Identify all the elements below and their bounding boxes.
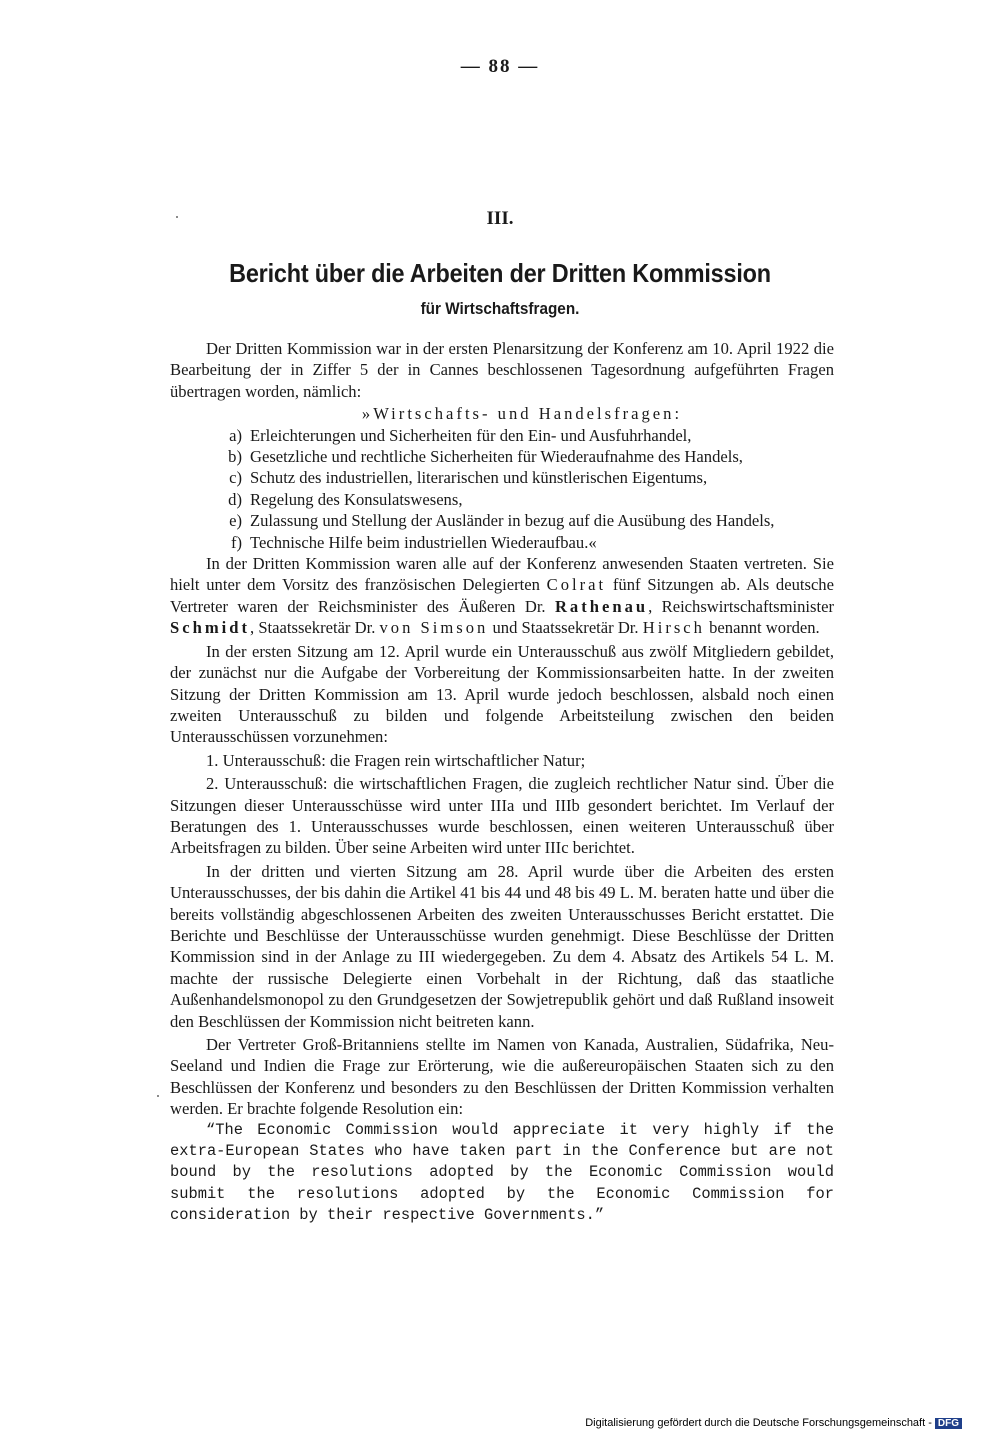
resolution-quote: “The Economic Commission would appreciate it very highly if the extra-European States who have taken part in the Conference but are not bound by the resolutions adopted by the Economic Commission would submit the resolutions adopted by the Economic Commission for consideration by their respective Governments.” bbox=[170, 1120, 834, 1225]
text-run: In der Dritten Kommission waren alle auf der Konferenz anwesenden Staaten vertreten. Sie hielt unter dem Vorsitz des französischen Delegierten bbox=[170, 554, 834, 595]
document-subtitle: für Wirtschaftsfragen. bbox=[420, 299, 580, 318]
list-item bbox=[170, 510, 834, 531]
list-item-text: Zulassung und Stellung der Ausländer in bezug auf die Ausübung des Handels, bbox=[250, 511, 775, 531]
list-item-mark: c) bbox=[229, 468, 242, 488]
list-item bbox=[170, 467, 834, 488]
dfg-logo: DFG bbox=[935, 1418, 962, 1429]
document-title: Bericht über die Arbeiten der Dritten Kommission bbox=[229, 258, 771, 288]
list-item-text: Regelung des Konsulatswesens, bbox=[250, 489, 463, 509]
text-run: benannt worden. bbox=[704, 618, 820, 638]
list-title: »Wirtschafts- und Handelsfragen: bbox=[361, 404, 683, 424]
footer-text: Digitalisierung gefördert durch die Deutsche Forschungsgemeinschaft - bbox=[585, 1417, 932, 1429]
list-item-text: Technische Hilfe beim industriellen Wiederaufbau.« bbox=[250, 532, 597, 552]
list-item bbox=[170, 489, 834, 510]
list-item-mark: f) bbox=[230, 532, 242, 552]
paragraph-subcommittee-1: 1. Unterausschuß: die Fragen rein wirtschaftlicher Natur; bbox=[206, 750, 586, 770]
paragraph-subcommittee-2: 2. Unterausschuß: die wirtschaftlichen Fragen, die zugleich rechtlicher Natur sind. Über die Sitzungen dieser Unterausschüsse wird unter IIIa und IIIb gesondert berichtet. Im Verlauf der Beratungen des 1. Unterausschusses wurde beschlossen, einen weiteren Unterausschuß über Arbeitsfragen zu bilden. Über seine Arbeiten wird unter IIIc berichtet. bbox=[170, 774, 834, 858]
list-item-mark: a) bbox=[229, 425, 242, 445]
list-item-text: Schutz des industriellen, literarischen und künstlerischen Eigentums, bbox=[250, 468, 708, 488]
paragraph-sessions: In der dritten und vierten Sitzung am 28. April wurde über die Arbeiten des ersten Unterausschusses, der bis dahin die Artikel 41 bis 44 und 48 bis 49 L. M. beraten hatte und über die bereits vollständig abgeschlossenen Arbeiten des zweiten Unterausschusses Bericht erstattet. Die Berichte und Beschlüsse der Unterausschüsse wurden genehmigt. Diese Beschlüsse der Dritten Kommission sind in der Anlage zu III wiedergegeben. Zu dem 4. Absatz des Artikels 54 L. M. machte der russische Delegierte einen Vorbehalt in der Richtung, daß das staatliche Außenhandelsmonopol zu den Grundgesetzen der Sowjetrepublik gehört und daß Rußland insoweit den Beschlüssen der Kommission nicht beitreten kann. bbox=[170, 861, 834, 1031]
text-run: , Reichswirtschaftsminister bbox=[648, 596, 834, 616]
name-colrat: Colrat bbox=[546, 575, 607, 595]
section-numeral: III. bbox=[486, 208, 514, 229]
list-item bbox=[170, 532, 834, 553]
scan-speck bbox=[176, 216, 178, 218]
list-item-mark: b) bbox=[228, 447, 242, 467]
name-von-simson: von Simson bbox=[379, 618, 489, 638]
list-item-text: Gesetzliche und rechtliche Sicherheiten für Wiederaufnahme des Handels, bbox=[250, 447, 743, 467]
text-run: , Staatssekretär Dr. bbox=[250, 618, 380, 638]
text-run: fünf Sitzungen ab. Als deutsche Vertreter waren der Reichsminister des Äußeren Dr. bbox=[170, 575, 834, 616]
name-schmidt: Schmidt bbox=[170, 618, 251, 638]
body-text bbox=[170, 338, 834, 1227]
list-item bbox=[170, 425, 834, 446]
name-hirsch: Hirsch bbox=[642, 618, 705, 638]
scan-speck bbox=[157, 1095, 159, 1097]
list-item-mark: e) bbox=[229, 511, 242, 531]
list-item bbox=[170, 446, 834, 467]
paragraph-delegates bbox=[170, 553, 834, 639]
footer-credit bbox=[585, 1417, 962, 1429]
name-rathenau: Rathenau bbox=[554, 596, 649, 616]
paragraph-british-delegate: Der Vertreter Groß-Britanniens stellte im Namen von Kanada, Australien, Südafrika, Neu-Seeland und Indien die Frage zur Erörterung, wie die außereuropäischen Staaten sich zu den Beschlüssen der Konferenz und besonders zu den Beschlüssen der Dritten Kommission verhalten werden. Er brachte folgende Resolution ein: bbox=[170, 1035, 834, 1119]
list-item-mark: d) bbox=[228, 489, 242, 509]
page-number: — 88 — bbox=[460, 56, 540, 77]
list-item-text: Erleichterungen und Sicherheiten für den Ein- und Ausfuhrhandel, bbox=[250, 425, 692, 445]
text-run: und Staatssekretär Dr. bbox=[488, 618, 643, 638]
paragraph-subcommittees: In der ersten Sitzung am 12. April wurde ein Unterausschuß aus zwölf Mitgliedern gebildet, der zunächst nur die Aufgabe der Vorbereitung der Kommissionsarbeiten hatte. In der zweiten Sitzung der Dritten Kommission am 13. April wurde jedoch beschlossen, alsbald noch einen zweiten Unterausschuß zu bilden und folgende Arbeitsteilung zwischen den beiden Unterausschüssen vorzunehmen: bbox=[170, 641, 834, 747]
paragraph-intro: Der Dritten Kommission war in der ersten Plenarsitzung der Konferenz am 10. April 1922 die Bearbeitung der in Ziffer 5 der in Cannes beschlossenen Tagesordnung aufgeführten Fragen übertragen worden, nämlich: bbox=[170, 339, 834, 401]
